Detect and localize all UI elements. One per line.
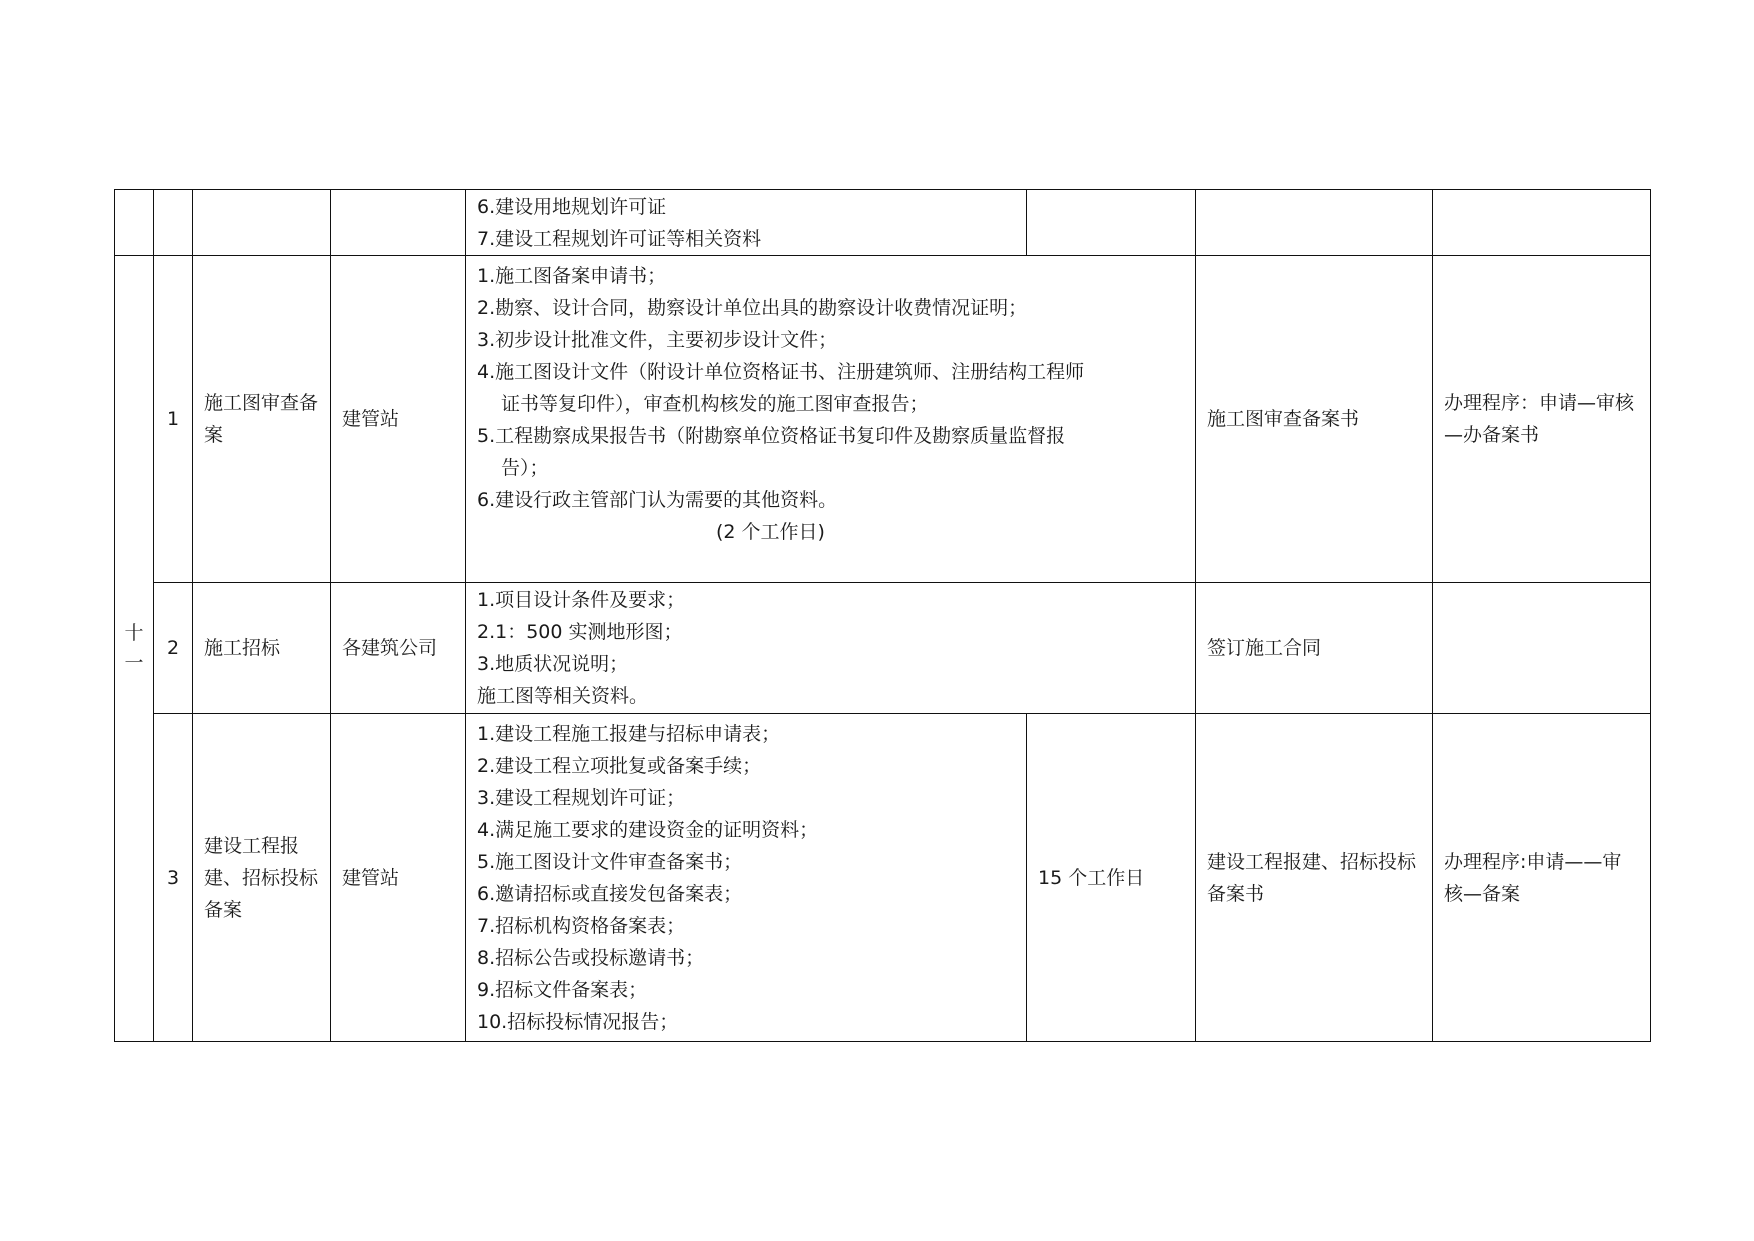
material-line: 2.勘察、设计合同，勘察设计单位出具的勘察设计收费情况证明；	[477, 297, 1028, 319]
material-line: 4.满足施工要求的建设资金的证明资料；	[477, 818, 819, 841]
materials-cell	[466, 256, 1196, 583]
time-note: (2 个工作日)	[716, 521, 825, 543]
material-line: 7.招标机构资格备案表；	[477, 914, 686, 937]
material-line: 8.招标公告或投标邀请书；	[477, 946, 705, 969]
material-line: 7.建设工程规划许可证等相关资料	[477, 227, 762, 250]
material-line: 证书等复印件），审查机构核发的施工图审查报告；	[501, 393, 929, 415]
material-line: 9.招标文件备案表；	[477, 978, 648, 1001]
item-cell: 建设工程报建、招标投标备案	[193, 714, 331, 1042]
procedure-cell	[1433, 583, 1651, 714]
material-line: 10.招标投标情况报告；	[477, 1010, 679, 1033]
procedure-cell: 办理程序：申请—审核—办备案书	[1433, 256, 1651, 583]
material-line: 1.项目设计条件及要求；	[477, 589, 686, 611]
materials-cell	[466, 583, 1196, 714]
result-cell: 签订施工合同	[1196, 583, 1433, 714]
material-line: 1.施工图备案申请书；	[477, 265, 667, 287]
procedure-cell	[1433, 190, 1651, 256]
item-cell: 施工图审查备案	[193, 256, 331, 583]
number-cell: 1	[154, 256, 193, 583]
number-cell: 2	[154, 583, 193, 714]
procedure-cell: 办理程序:申请——审核—备案	[1433, 714, 1651, 1042]
item-cell	[193, 190, 331, 256]
material-line: 6.建设行政主管部门认为需要的其他资料。	[477, 489, 838, 511]
department-cell: 各建筑公司	[331, 583, 466, 714]
materials-cell	[466, 714, 1027, 1042]
material-line: 6.建设用地规划许可证	[477, 195, 667, 218]
table-row	[115, 256, 1651, 583]
material-line: 1.建设工程施工报建与招标申请表；	[477, 722, 781, 745]
material-line: 3.建设工程规划许可证；	[477, 786, 686, 809]
material-line: 2.1：500 实测地形图；	[477, 621, 683, 643]
table-row	[115, 190, 1651, 256]
material-line: 3.地质状况说明；	[477, 653, 629, 675]
table-row	[115, 714, 1651, 1042]
number-cell	[154, 190, 193, 256]
material-line: 6.邀请招标或直接发包备案表；	[477, 882, 743, 905]
approval-procedure-table	[114, 189, 1651, 1042]
material-line: 4.施工图设计文件（附设计单位资格证书、注册建筑师、注册结构工程师	[477, 361, 1085, 383]
materials-cell	[466, 190, 1027, 256]
section-label: 十一	[124, 622, 144, 674]
material-line: 3.初步设计批准文件，主要初步设计文件；	[477, 329, 838, 351]
department-cell: 建管站	[331, 714, 466, 1042]
material-line: 5.施工图设计文件审查备案书；	[477, 850, 743, 873]
time-cell: 15 个工作日	[1027, 714, 1196, 1042]
department-cell: 建管站	[331, 256, 466, 583]
table-row	[115, 583, 1651, 714]
time-cell	[1027, 190, 1196, 256]
result-cell	[1196, 190, 1433, 256]
result-cell: 施工图审查备案书	[1196, 256, 1433, 583]
section-cell	[115, 256, 154, 1042]
result-cell: 建设工程报建、招标投标备案书	[1196, 714, 1433, 1042]
material-line: 5.工程勘察成果报告书（附勘察单位资格证书复印件及勘察质量监督报	[477, 425, 1066, 447]
material-line: 2.建设工程立项批复或备案手续；	[477, 754, 762, 777]
material-line: 告）；	[501, 457, 549, 479]
material-line: 施工图等相关资料。	[477, 685, 649, 707]
section-cell	[115, 190, 154, 256]
number-cell: 3	[154, 714, 193, 1042]
department-cell	[331, 190, 466, 256]
item-cell: 施工招标	[193, 583, 331, 714]
approval-table-page	[114, 189, 1650, 1042]
